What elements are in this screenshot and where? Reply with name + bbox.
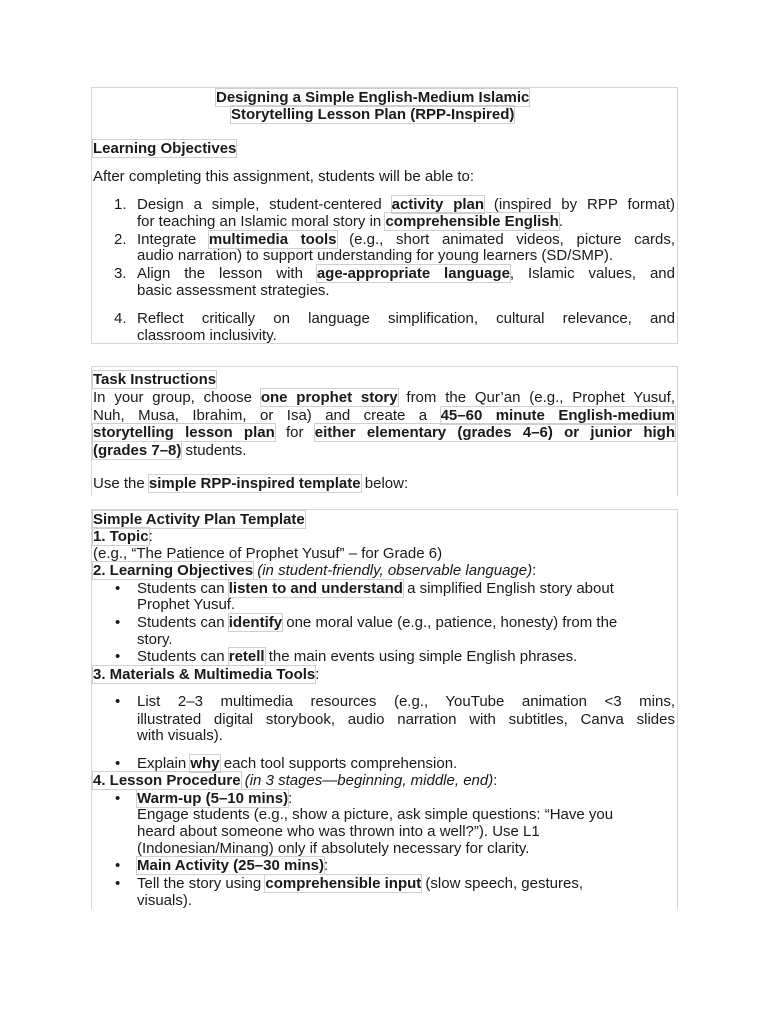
- list-item: Students can identify one moral value (e.g., patience, honesty) from the: [137, 614, 618, 631]
- objective-line: basic assessment strategies.: [137, 282, 330, 299]
- main-activity-label: Main Activity (25–30 mins):: [137, 857, 329, 874]
- task-heading: Task Instructions: [93, 371, 217, 388]
- objective-num: 3.: [114, 265, 127, 282]
- objective-line: for teaching an Islamic moral story in comprehensible English.: [137, 213, 563, 230]
- bullet-icon: •: [115, 755, 121, 772]
- objectives-intro: After completing this assignment, students will be able to:: [93, 168, 475, 185]
- warm-up-text: (Indonesian/Minang) only if absolutely necessary for clarity.: [137, 840, 530, 857]
- list-item-cont: with visuals).: [137, 727, 223, 744]
- list-item: Students can listen to and understand a simplified English story about: [137, 580, 614, 597]
- objective-line: Reflect critically on language simplification, cultural relevance, and: [137, 310, 675, 327]
- bullet-icon: •: [115, 614, 121, 631]
- bullet-icon: •: [115, 790, 121, 807]
- list-item-cont: story.: [137, 631, 173, 648]
- objective-num: 2.: [114, 231, 127, 248]
- objective-line: Align the lesson with age-appropriate language, Islamic values, and: [137, 265, 675, 282]
- bullet-icon: •: [115, 875, 121, 892]
- objective-line: Design a simple, student-centered activity plan (inspired by RPP format): [137, 196, 675, 213]
- topic-label: 1. Topic:: [93, 528, 153, 545]
- objective-line: classroom inclusivity.: [137, 327, 277, 344]
- topic-example: (e.g., “The Patience of Prophet Yusuf” – for Grade 6): [93, 545, 443, 562]
- warm-up-text: heard about someone who was thrown into a well?”). Use L1: [137, 823, 540, 840]
- list-item-cont: Prophet Yusuf.: [137, 596, 236, 613]
- materials-label: 3. Materials & Multimedia Tools:: [93, 666, 320, 683]
- task-paragraph-line: In your group, choose one prophet story from the Qur’an (e.g., Prophet Yusuf,: [93, 389, 675, 406]
- list-item: List 2–3 multimedia resources (e.g., YouTube animation <3 mins,: [137, 693, 675, 710]
- list-item: Students can retell the main events using simple English phrases.: [137, 648, 578, 665]
- list-item: Explain why each tool supports comprehension.: [137, 755, 458, 772]
- objective-num: 4.: [114, 310, 127, 327]
- warm-up-text: Engage students (e.g., show a picture, ask simple questions: “Have you: [137, 806, 614, 823]
- list-item-cont: illustrated digital storybook, audio narration with subtitles, Canva slides: [137, 711, 675, 728]
- bullet-icon: •: [115, 693, 121, 710]
- learning-objectives-label: 2. Learning Objectives (in student-friendly, observable language):: [93, 562, 537, 579]
- main-activity-text: Tell the story using comprehensible input (slow speech, gestures,: [137, 875, 584, 892]
- task-paragraph-line: (grades 7–8) students.: [93, 442, 247, 459]
- title-line-2: Storytelling Lesson Plan (RPP-Inspired): [231, 106, 515, 123]
- bullet-icon: •: [115, 580, 121, 597]
- objectives-heading: Learning Objectives: [93, 140, 237, 157]
- task-use-template-line: Use the simple RPP-inspired template below:: [93, 475, 409, 492]
- bullet-icon: •: [115, 857, 121, 874]
- objective-line: audio narration) to support understanding for young learners (SD/SMP).: [137, 247, 614, 264]
- objective-line: Integrate multimedia tools (e.g., short animated videos, picture cards,: [137, 231, 675, 248]
- objective-num: 1.: [114, 196, 127, 213]
- warm-up-label: Warm-up (5–10 mins):: [137, 790, 293, 807]
- title-line-1: Designing a Simple English-Medium Islamic: [216, 89, 530, 106]
- main-activity-text: visuals).: [137, 892, 193, 909]
- task-paragraph-line: Nuh, Musa, Ibrahim, or Isa) and create a 45–60 minute English-medium: [93, 407, 675, 424]
- task-paragraph-line: storytelling lesson plan for either elementary (grades 4–6) or junior high: [93, 424, 675, 441]
- bullet-icon: •: [115, 648, 121, 665]
- template-heading: Simple Activity Plan Template: [93, 511, 305, 528]
- procedure-label: 4. Lesson Procedure (in 3 stages—beginning, middle, end):: [93, 772, 498, 789]
